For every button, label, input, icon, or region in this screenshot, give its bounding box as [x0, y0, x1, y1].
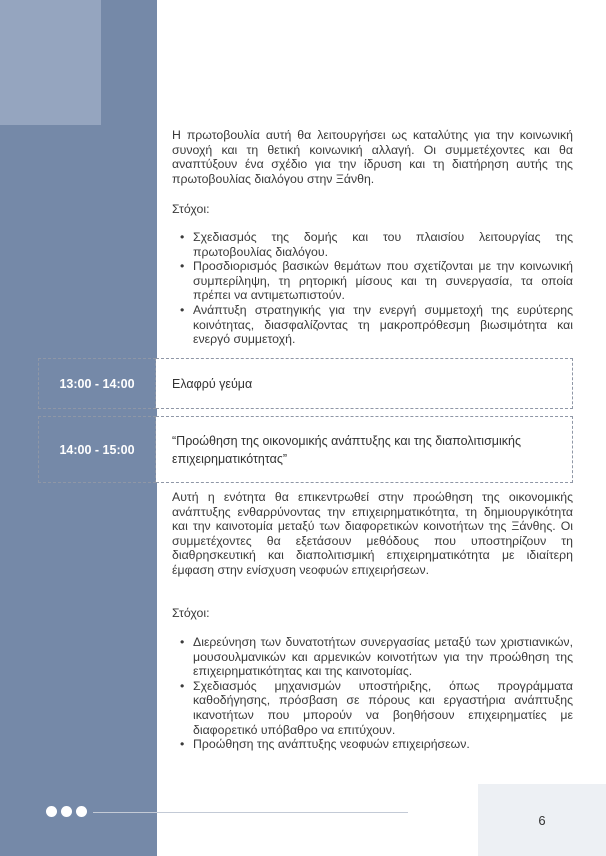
- dot-icon: [76, 806, 87, 817]
- session-paragraph: Αυτή η ενότητα θα επικεντρωθεί στην προώθηση της οικονομικής ανάπτυξης ενθαρρύνοντας την επιχειρηματικότητα, τη δημιουργικότητα και την καινοτομία μεταξύ των διαφορετικών κοινοτήτων της Ξάνθης. Οι συμμετέχοντες θα εξετάσουν μεθόδους που υποστηρίζουν τη διαθρησκευτική και διαπολιτισμική επιχειρηματικότητα με ιδιαίτερη έμφαση στην ενίσχυση νεοφυών επιχειρήσεων.: [172, 490, 573, 577]
- list-item: • Προσδιορισμός βασικών θεμάτων που σχετίζονται με την κοινωνική συμπερίληψη, τη ρητορική μίσους και τη συνεργασία, τα οποία πρέπει να αντιμετωπιστούν.: [193, 259, 573, 303]
- goals-list: [172, 635, 573, 752]
- list-item: • Σχεδιασμός της δομής και του πλαισίου λειτουργίας της πρωτοβουλίας διαλόγου.: [193, 230, 573, 259]
- schedule-time: 13:00 - 14:00: [38, 358, 156, 409]
- goals-label: Στόχοι:: [172, 606, 210, 620]
- list-item: • Διερεύνηση των δυνατοτήτων συνεργασίας μεταξύ των χριστιανικών, μουσουλμανικών και αρμενικών κοινοτήτων για την προώθηση της επιχειρηματικότητας και της καινοτομίας.: [193, 635, 573, 679]
- dot-icon: [46, 806, 57, 817]
- schedule-time: 14:00 - 15:00: [38, 416, 156, 483]
- corner-decoration: [0, 0, 101, 125]
- page-number: 6: [478, 784, 606, 856]
- schedule-title: Ελαφρύ γεύμα: [156, 358, 573, 409]
- intro-paragraph: Η πρωτοβουλία αυτή θα λειτουργήσει ως καταλύτης για την κοινωνική συνοχή και τη θετική κοινωνική αλλαγή. Οι συμμετέχοντες και θα αναπτύξουν ένα σχέδιο για την ίδρυση και τη διατήρηση αυτής της πρωτοβουλίας διαλόγου στην Ξάνθη.: [172, 128, 573, 186]
- decorative-dots: [46, 806, 87, 817]
- goals-list: [172, 230, 573, 347]
- list-item: • Ανάπτυξη στρατηγικής για την ενεργή συμμετοχή της ευρύτερης κοινότητας, διασφαλίζοντας τη μακροπρόθεσμη βιωσιμότητα και ενεργό συμμετοχή.: [193, 303, 573, 347]
- list-item: • Σχεδιασμός μηχανισμών υποστήριξης, όπως προγράμματα καθοδήγησης, πρόσβαση σε πόρους και εργαστήρια ανάπτυξης ικανοτήτων που μπορούν να βοηθήσουν επιχειρηματίες με διαφορετικό υπόβαθρο να επιτύχουν.: [193, 679, 573, 737]
- footer-divider: [93, 812, 408, 813]
- list-item: • Προώθηση της ανάπτυξης νεοφυών επιχειρήσεων.: [193, 737, 573, 752]
- dot-icon: [61, 806, 72, 817]
- goals-label: Στόχοι:: [172, 202, 210, 216]
- schedule-title: “Προώθηση της οικονομικής ανάπτυξης και της διαπολιτισμικής επιχειρηματικότητας”: [156, 416, 573, 483]
